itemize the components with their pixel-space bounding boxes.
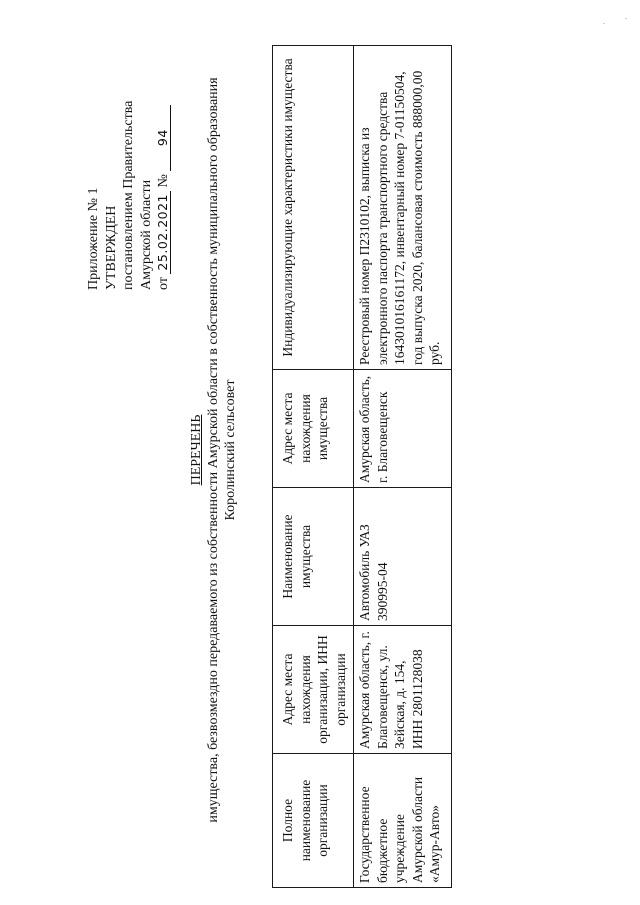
decree-date-line — [155, 40, 173, 290]
table-row — [354, 46, 452, 888]
approved-label: УТВЕРЖДЕН — [103, 205, 119, 290]
scan-speck: · — [600, 22, 609, 25]
cell-property-address: Амурская область, г. Благовещенск — [354, 370, 452, 488]
document-title-block — [188, 55, 239, 845]
document-subtitle: имущества, безвозмездно передаваемого из собственности Амурской области в собственность муниципального образования — [206, 77, 221, 823]
decree-line: постановлением Правительства — [121, 100, 136, 290]
approval-stamp-block — [85, 40, 173, 290]
scan-speck: · — [622, 17, 631, 20]
region-line: Амурской области — [138, 179, 154, 290]
cell-org-address: Амурская область, г. Благовещенск, ул. Зейская, д. 154, ИНН 2801128038 — [354, 626, 452, 754]
header-org-address: Адрес места нахождения организации, ИНН организации — [273, 626, 354, 754]
header-property-name: Наименование имущества — [273, 488, 354, 626]
number-prefix: № — [156, 174, 171, 188]
table-header-row — [273, 46, 354, 888]
handwritten-date: 25.02.2021 — [156, 191, 171, 274]
cell-org-name: Государственное бюджетное учреждение Амурской области «Амур-Авто» — [354, 754, 452, 888]
cell-property-name: Автомобиль УАЗ 390995-04 — [354, 488, 452, 626]
header-org-name: Полное наименование организации — [273, 754, 354, 888]
handwritten-number: 94 — [156, 105, 171, 171]
cell-characteristics: Реестровый номер П2310102, выписка из электронного паспорта транспортного средства 164301016161172, инвентарный номер 7-01150504, год выпуска 2020, балансовая стоимость 888000,00 руб. — [354, 46, 452, 370]
appendix-number: Приложение № 1 — [86, 187, 101, 290]
date-prefix: от — [156, 277, 171, 290]
municipality-name: Королинский сельсовет — [223, 379, 238, 521]
document-title: ПЕРЕЧЕНЬ — [189, 414, 204, 486]
property-table — [272, 45, 452, 888]
header-characteristics: Индивидуализирующие характеристики имущества — [273, 46, 354, 370]
header-property-address: Адрес места нахождения имущества — [273, 370, 354, 488]
